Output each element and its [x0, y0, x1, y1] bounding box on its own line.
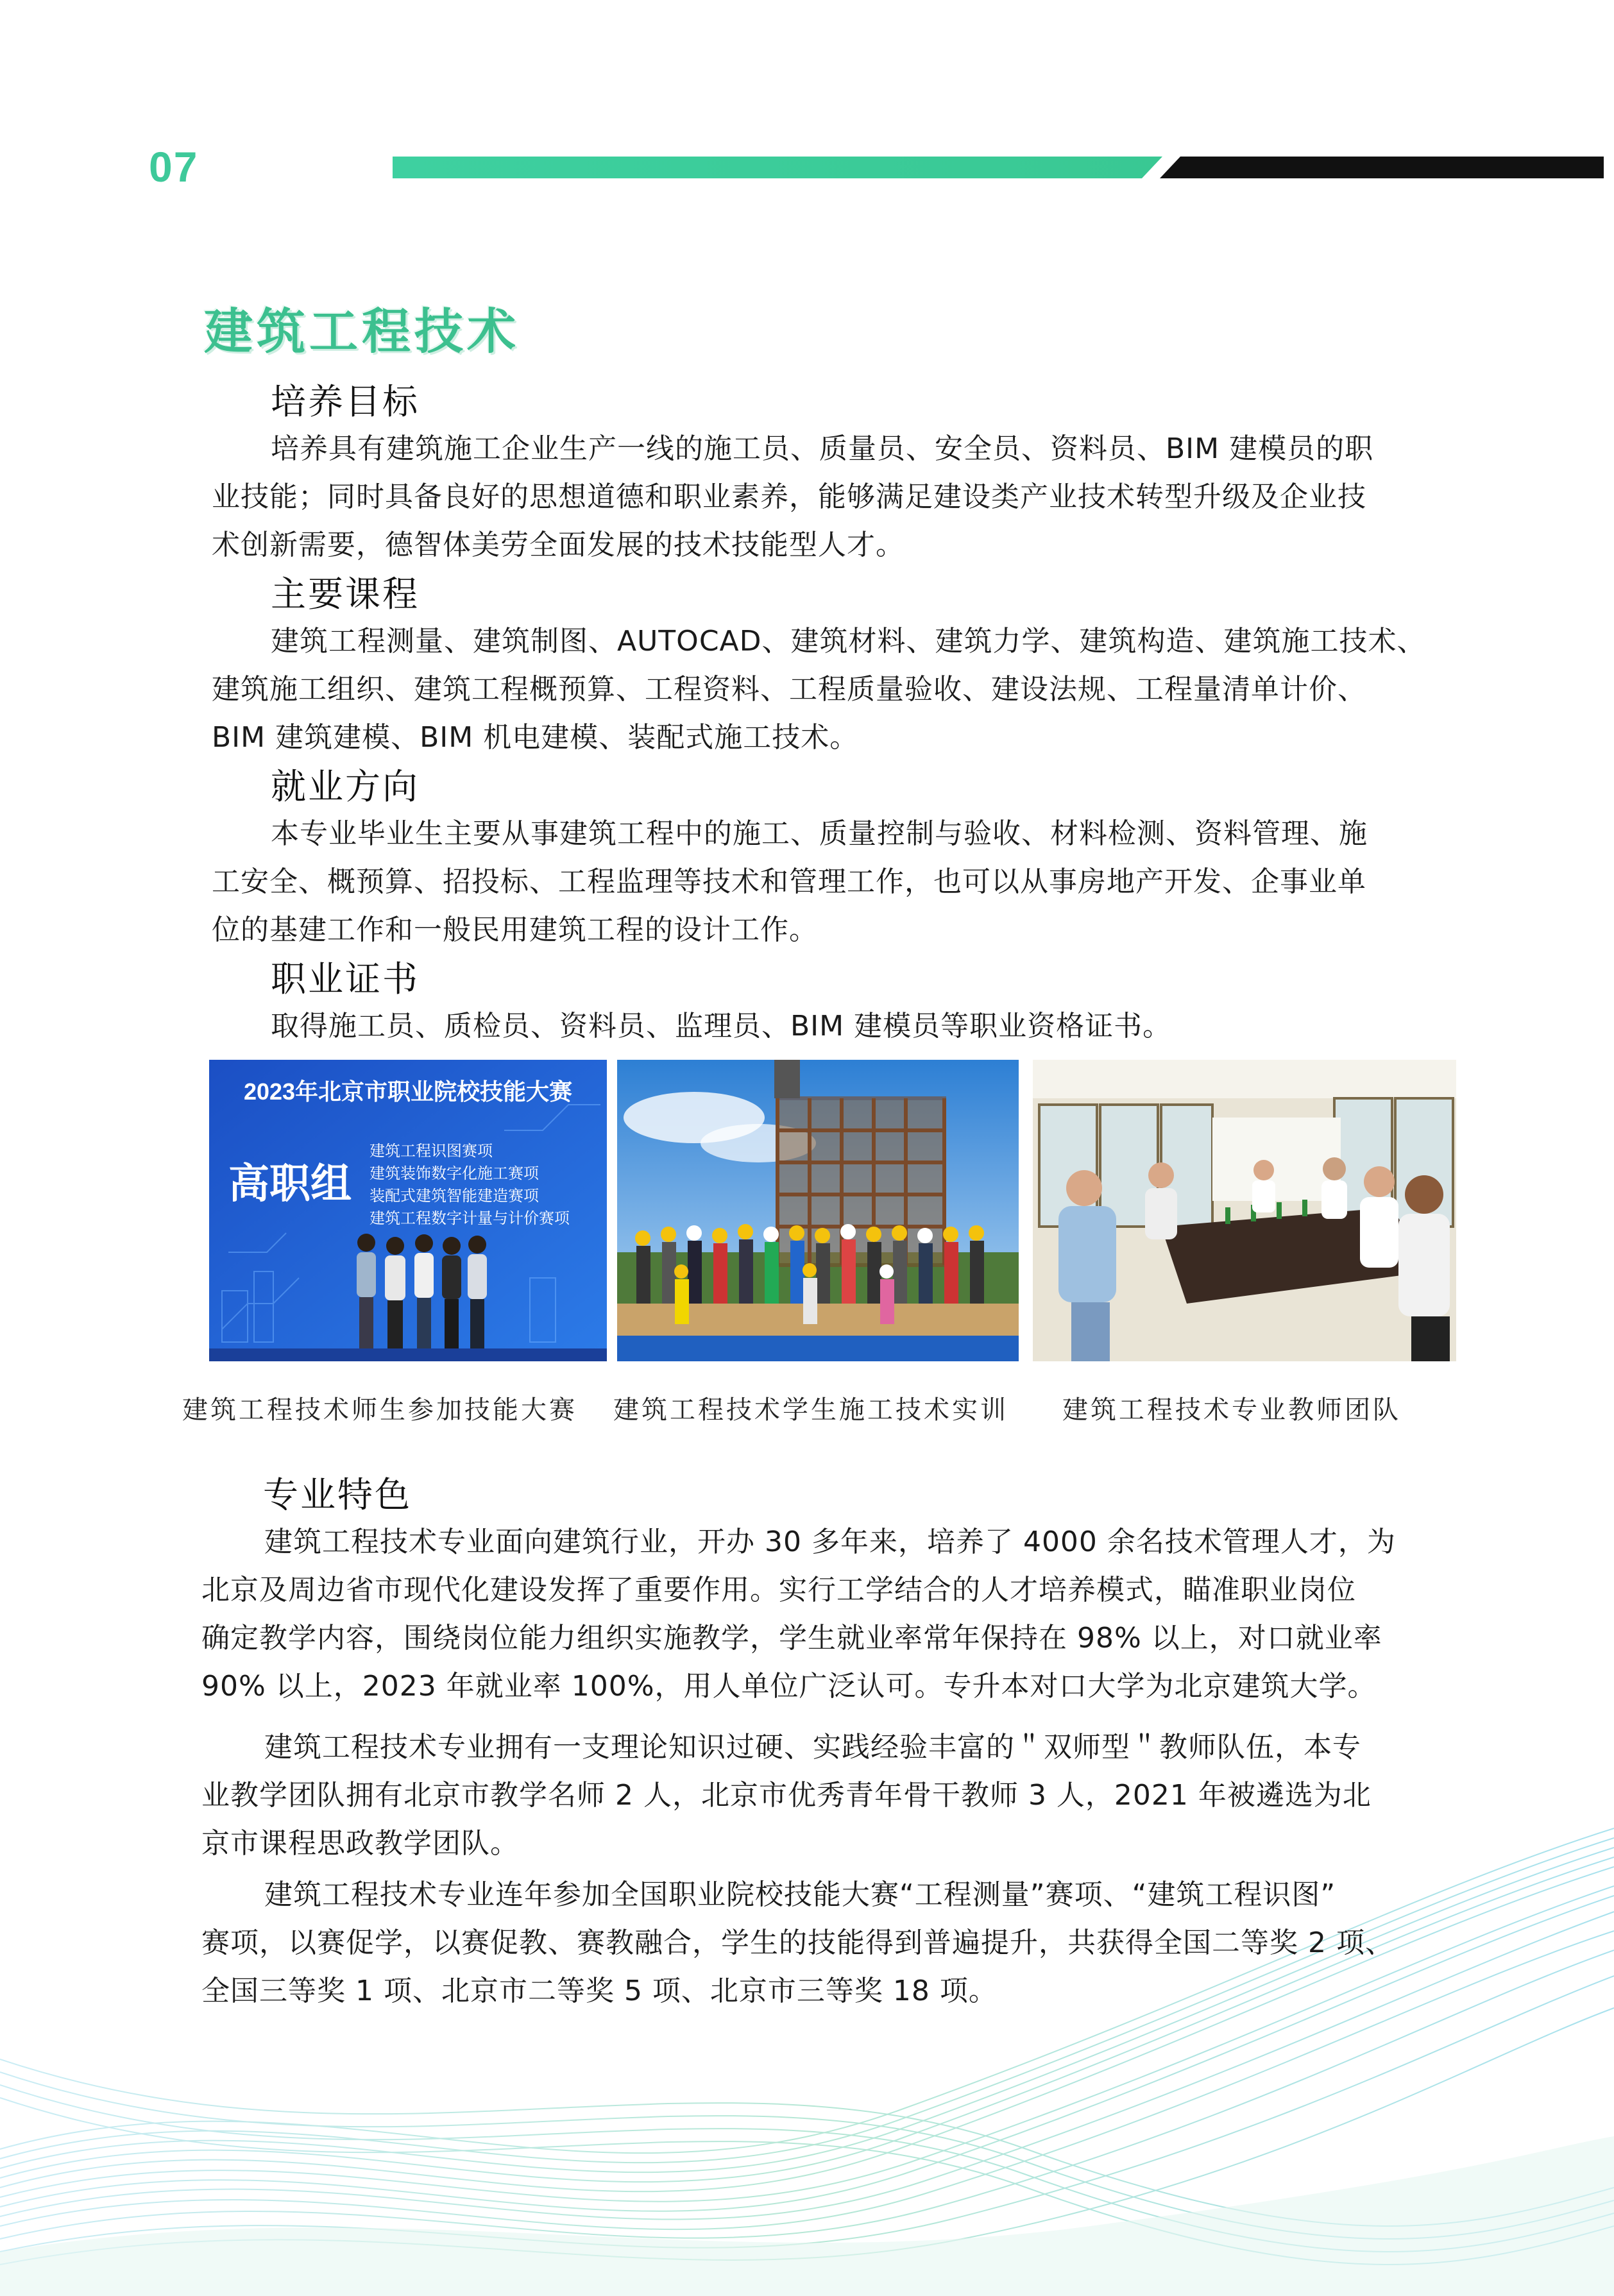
contest-event: 建筑装饰数字化施工赛项	[370, 1164, 539, 1182]
contest-event: 建筑工程识图赛项	[370, 1142, 493, 1160]
contest-banner-title: 2023年北京市职业院校技能大赛	[243, 1078, 573, 1105]
contest-event: 建筑工程数字计量与计价赛项	[370, 1209, 570, 1227]
text-line: 取得施工员、质检员、资料员、监理员、BIM 建模员等职业资格证书。	[271, 1010, 1172, 1042]
text-line: 位的基建工作和一般民用建筑工程的设计工作。	[212, 914, 818, 946]
text-line: BIM 建筑建模、BIM 机电建模、装配式施工技术。	[212, 721, 859, 754]
page-number: 07	[149, 143, 199, 191]
heading-certificate: 职业证书	[271, 958, 420, 999]
text-line: 建筑工程技术专业连年参加全国职业院校技能大赛“工程测量”赛项、“建筑工程识图”	[264, 1878, 1336, 1911]
paragraph-features-1	[201, 1518, 1396, 1710]
paragraph-features-3	[201, 1871, 1394, 2015]
paragraph-employment	[212, 810, 1368, 954]
paragraph-goal	[212, 425, 1373, 569]
photo-training	[617, 1060, 1019, 1361]
text-line: 业技能；同时具备良好的思想道德和职业素养，能够满足建设类产业技术转型升级及企业技	[212, 480, 1366, 513]
paragraph-certificate	[212, 1002, 1171, 1050]
contest-group-label: 高职组	[228, 1160, 352, 1208]
text-line: 术创新需要，德智体美劳全面发展的技术技能型人才。	[212, 529, 905, 561]
text-line: 培养具有建筑施工企业生产一线的施工员、质量员、安全员、资料员、BIM 建模员的职	[271, 432, 1374, 465]
text-line: 本专业毕业生主要从事建筑工程中的施工、质量控制与验收、材料检测、资料管理、施	[271, 817, 1368, 850]
heading-courses: 主要课程	[271, 574, 420, 615]
text-line: 赛项，以赛促学，以赛促教、赛教融合，学生的技能得到普遍提升，共获得全国二等奖 2 项、	[201, 1926, 1394, 1959]
black-stripe	[1160, 157, 1604, 178]
text-line: 北京及周边省市现代化建设发挥了重要作用。实行工学结合的人才培养模式，瞄准职业岗位	[201, 1574, 1356, 1606]
green-stripe	[393, 157, 1162, 178]
heading-employment: 就业方向	[271, 766, 420, 807]
heading-features: 专业特色	[263, 1474, 412, 1515]
text-line: 建筑施工组织、建筑工程概预算、工程资料、工程质量验收、建设法规、工程量清单计价、	[212, 673, 1366, 706]
photo-team	[1033, 1060, 1456, 1361]
text-line: 建筑工程技术专业面向建筑行业，开办 30 多年来，培养了 4000 余名技术管理人才，为	[264, 1526, 1396, 1558]
paragraph-features-2	[201, 1723, 1372, 1867]
text-line: 90% 以上，2023 年就业率 100%，用人单位广泛认可。专升本对口大学为北京建筑大学。	[201, 1670, 1377, 1703]
text-line: 业教学团队拥有北京市教学名师 2 人，北京市优秀青年骨干教师 3 人，2021 年被遴选为北	[201, 1779, 1372, 1812]
header-band	[0, 0, 1614, 192]
text-line: 建筑工程技术专业拥有一支理论知识过硬、实践经验丰富的＂双师型＂教师队伍，本专	[264, 1731, 1361, 1764]
contest-event: 装配式建筑智能建造赛项	[370, 1187, 539, 1205]
text-line: 工安全、概预算、招投标、工程监理等技术和管理工作，也可以从事房地产开发、企事业单	[212, 865, 1366, 898]
caption-team: 建筑工程技术专业教师团队	[1062, 1395, 1401, 1425]
page-title: 建筑工程技术	[204, 303, 520, 360]
caption-contest: 建筑工程技术师生参加技能大赛	[182, 1395, 577, 1425]
text-line: 确定教学内容，围绕岗位能力组织实施教学，学生就业率常年保持在 98% 以上，对口就业率	[201, 1622, 1382, 1654]
caption-training: 建筑工程技术学生施工技术实训	[613, 1395, 1008, 1425]
text-line: 全国三等奖 1 项、北京市二等奖 5 项、北京市三等奖 18 项。	[201, 1975, 998, 2007]
heading-goal: 培养目标	[271, 381, 420, 422]
photo-contest	[209, 1060, 607, 1361]
text-line: 京市课程思政教学团队。	[201, 1827, 519, 1860]
paragraph-courses	[212, 617, 1426, 761]
text-line: 建筑工程测量、建筑制图、AUTOCAD、建筑材料、建筑力学、建筑构造、建筑施工技术、	[271, 625, 1426, 658]
